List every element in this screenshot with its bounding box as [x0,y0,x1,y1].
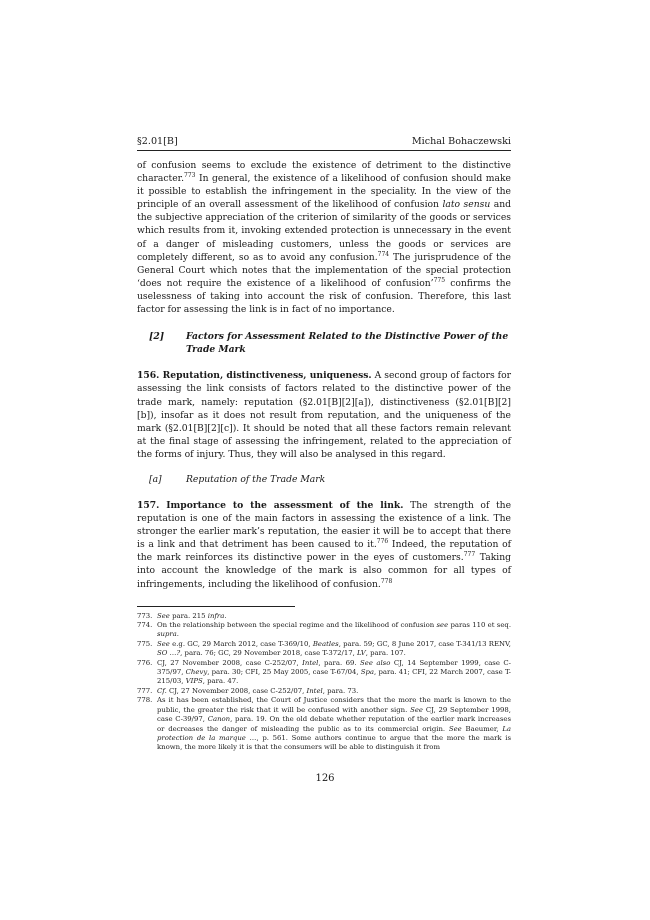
heading-number: [a] [149,473,162,485]
footnote-775: 775. See e.g. GC, 29 March 2012, case T-369/10, Beatles, para. 59; GC, 8 June 2017, case T-341/13 RENV, SO …?, para. 76; GC, 29 November 2018, case T-372/17, LV, para. 107. [137,639,512,658]
footnote-777: 777. Cf. CJ, 27 November 2008, case C-252/07, Intel, para. 73. [137,686,359,695]
paragraph-heading: 156. Reputation, distinctiveness, uniqueness. [137,370,372,382]
footnote-778: 778. As it has been established, the Court of Justice considers that the more the mark is known to the public, the greater the risk that it will be confused with another sign. See CJ, 29 September 1998, case C-39/97, Canon, para. 19. On the old debate whether reputation of the earlier mark increases or decreases the danger of misleading the public as to its commercial origin. See Baeumer, La protection de la marque …, p. 561. Some authors continue to argue that the more the mark is known, the more likely it is that the consumers will be able to distinguish it from [137,696,511,752]
paragraph-157: 157. Importance to the assessment of the link. The strength of the reputation is one of the main factors in assessing the existence of a link. The stronger the earlier mark’s reputation, the easier it will be to accept that there is a link and that detriment has been caused to it.$^{776}$ Indeed, the reputation of the mark reinforces its distinctive power in the eyes of customers.$^{777}$ Taking into account the knowledge of the mark is also common for all types of infringements, including the likelihood of confusion.$^{778}$ [137,499,512,590]
footnote-776: 776. CJ, 27 November 2008, case C-252/07, Intel, para. 69. See also CJ, 14 September 1999, case C-375/97, Chevy, para. 30; CFI, 25 May 2005, case T-67/04, Spa, para. 41; CFI, 22 March 2007, case T-215/03, VIPS, para. 47. [137,658,511,686]
footnote-773: 773. See para. 215 infra. [137,611,227,620]
intro-paragraph: of confusion seems to exclude the existence of detriment to the distinctive character.$^{773}$ In general, the existence of a likelihood of confusion should make it possible to establish the infringement in the speciality. In the view of the principle of an overall assessment of the likelihood of confusion lato sensu and the subjective appreciation of the criterion of similarity of the goods or services which results from it, invoking extended protection is unnecessary in the event of a danger of misleading customers, unless the goods or services are completely different, so as to avoid any confusion.$^{774}$ The jurisprudence of the General Court which notes that the implementation of the special protection ‘does not require the existence of a likelihood of confusion’$^{775}$ confirms the uselessness of taking into account the risk of confusion. Therefore, this last factor for assessing the link is in fact of no importance. [137,160,511,316]
section-heading-2 [137,330,511,356]
paragraph-156: 156. Reputation, distinctiveness, uniqueness. A second group of factors for assessing the link consists of factors related to the distinctive power of the trade mark, namely: reputation (§2.01[B][2][a]), distinctiveness (§2.01[B][2][b]), insofar as it does not result from reputation, and the uniqueness of the mark (§2.01[B][2][c]). It should be noted that all these factors remain relevant at the final stage of assessing the infringement, related to the appreciation of the forms of injury. Thus, they will also be analysed in this regard. [137,370,512,460]
footnote-ref[interactable]: 775 [433,276,446,284]
footnote-ref[interactable]: 774 [377,250,390,258]
heading-title: Reputation of the Trade Mark [186,473,326,485]
heading-title: Factors for Assessment Related to the Distinctive Power of the Trade Mark [186,331,509,356]
paragraph-heading: 157. Importance to the assessment of the link. [137,499,404,511]
header-section: §2.01[B] [137,136,178,147]
footnote-ref[interactable]: 776 [376,538,389,546]
footnote-ref[interactable]: 778 [380,577,393,585]
running-header [137,136,511,151]
footnote-774: 774. On the relationship between the special regime and the likelihood of confusion see paras 110 et seq. supra. [137,621,512,639]
page-number: 126 [315,773,335,784]
section-heading-a [137,474,511,485]
footnote-ref[interactable]: 773 [184,172,196,180]
footnote-ref[interactable]: 777 [463,551,476,559]
heading-number: [2] [149,331,165,343]
page-body [137,136,511,753]
header-author: Michal Bohaczewski [411,136,511,147]
footnote-separator [137,606,295,607]
